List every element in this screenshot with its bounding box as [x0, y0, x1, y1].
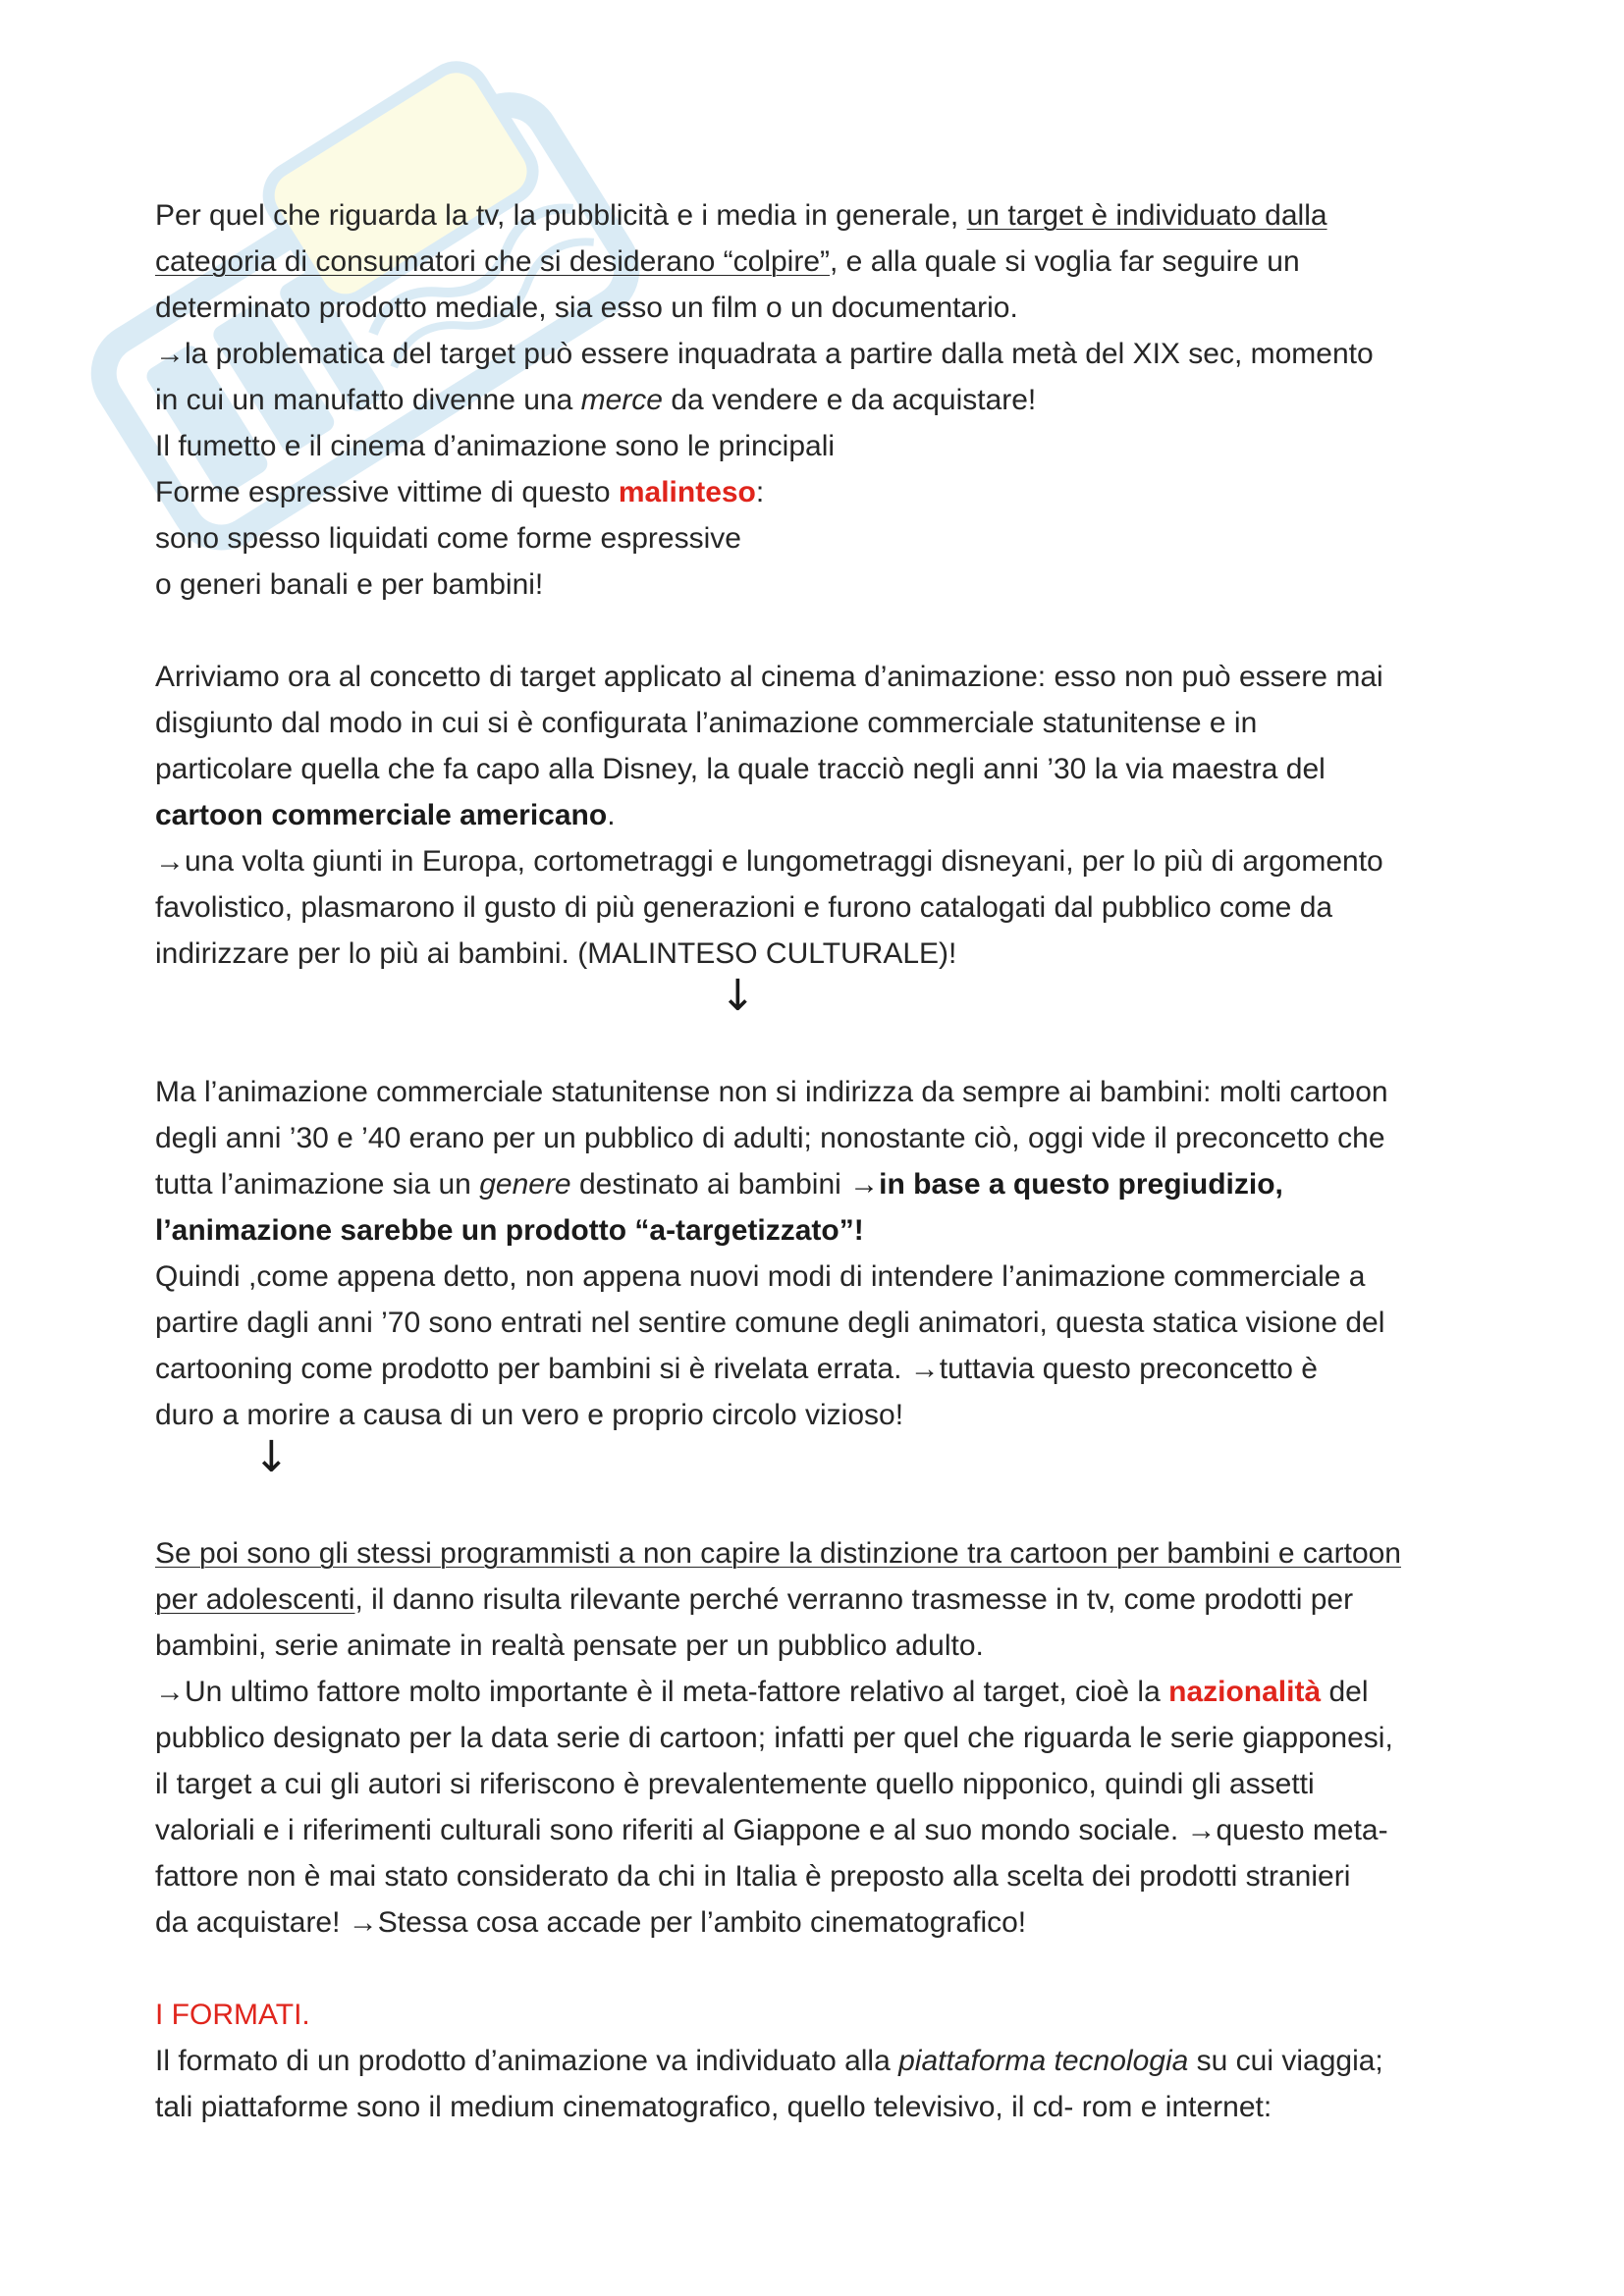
italic-text: merce [580, 384, 663, 416]
text-run: Per quel che riguarda la tv, la pubblicità e i media in generale, [155, 199, 967, 232]
p2-line-2: disgiunto dal modo in cui si è configurata l’animazione commerciale statunitense e in [155, 707, 1258, 739]
p4-line-7: valoriali e i riferimenti culturali sono riferiti al Giappone e al suo mondo sociale. →questo meta- [155, 1814, 1388, 1846]
p3-line-2: degli anni ’30 e ’40 erano per un pubblico di adulti; nonostante ciò, oggi vide il preconcetto che [155, 1122, 1385, 1154]
p2-line-4 [155, 792, 1490, 838]
p3-line-3 [155, 1161, 1490, 1207]
p1-line-5 [155, 377, 1490, 423]
p4-line-4 [155, 1669, 1490, 1715]
p4-line-8: fattore non è mai stato considerato da chi in Italia è preposto alla scelta dei prodotti stranieri [155, 1860, 1351, 1893]
p2-line-5: →una volta giunti in Europa, cortometraggi e lungometraggi disneyani, per lo più di argomento [155, 845, 1383, 878]
down-arrow-icon: ↓ [720, 971, 756, 1021]
spacer [155, 1484, 1490, 1530]
p5-line-1 [155, 2038, 1490, 2084]
spacer [155, 1946, 1490, 1992]
p5-line-2: tali piattaforme sono il medium cinematografico, quello televisivo, il cd- rom e internet: [155, 2091, 1272, 2123]
p4-line-5: pubblico designato per la data serie di cartoon; infatti per quel che riguarda le serie giapponesi, [155, 1722, 1393, 1754]
p3-line-5: Quindi ,come appena detto, non appena nuovi modi di intendere l’animazione commerciale a [155, 1260, 1366, 1293]
p3-line-8: duro a morire a causa di un vero e proprio circolo vizioso! [155, 1399, 904, 1431]
p1-line-4: →la problematica del target può essere inquadrata a partire dalla metà del XIX sec, momento [155, 338, 1374, 370]
p1-line-2 [155, 239, 1490, 285]
p1-line-8: sono spesso liquidati come forme espressive [155, 522, 741, 555]
italic-text: genere [479, 1168, 571, 1201]
arrow-row-2 [155, 1432, 1490, 1484]
document-page [155, 192, 1490, 2130]
highlight-red-text: nazionalità [1168, 1676, 1322, 1708]
bold-text: →in base a questo pregiudizio, [849, 1168, 1283, 1201]
text-run: Il formato di un prodotto d’animazione va individuato alla [155, 2045, 899, 2077]
text-run: tutta l’animazione sia un [155, 1168, 480, 1201]
down-arrow-icon: ↓ [253, 1432, 290, 1482]
bold-text: cartoon commerciale americano [155, 799, 608, 831]
p1-line-3: determinato prodotto mediale, sia esso un film o un documentario. [155, 292, 1018, 324]
p3-line-4: l’animazione sarebbe un prodotto “a-targetizzato”! [155, 1214, 864, 1247]
p4-line-2 [155, 1576, 1490, 1623]
p2-line-7: indirizzare per lo più ai bambini. (MALINTESO CULTURALE)! [155, 937, 957, 970]
p2-line-6: favolistico, plasmarono il gusto di più generazioni e furono catalogati dal pubblico come da [155, 891, 1333, 924]
text-run: , e alla quale si voglia far seguire un [830, 245, 1300, 278]
text-run: destinato ai bambini [570, 1168, 850, 1201]
text-run: da vendere e da acquistare! [663, 384, 1037, 416]
p2-line-1: Arriviamo ora al concetto di target applicato al cinema d’animazione: esso non può essere mai [155, 661, 1383, 693]
highlight-red-text: malinteso [618, 476, 756, 508]
p3-line-6: partire dagli anni ’70 sono entrati nel sentire comune degli animatori, questa statica visione del [155, 1307, 1385, 1339]
p4-line-9: da acquistare! →Stessa cosa accade per l’ambito cinematografico! [155, 1906, 1027, 1939]
text-run: , il danno risulta rilevante perché verranno trasmesse in tv, come prodotti per [354, 1583, 1354, 1616]
text-run: . [607, 799, 616, 831]
section-heading: I FORMATI. [155, 1999, 310, 2031]
p4-line-3: bambini, serie animate in realtà pensate per un pubblico adulto. [155, 1629, 984, 1662]
p1-line-7 [155, 469, 1490, 515]
p1-line-1 [155, 192, 1490, 239]
spacer [155, 608, 1490, 654]
underlined-text: per adolescenti [155, 1583, 355, 1616]
text-run: Forme espressive vittime di questo [155, 476, 619, 508]
text-run: →Un ultimo fattore molto importante è il meta-fattore relativo al target, cioè la [155, 1676, 1169, 1708]
arrow-row-1 [155, 971, 1490, 1023]
p1-line-6: Il fumetto e il cinema d’animazione sono le principali [155, 430, 836, 462]
p3-line-1: Ma l’animazione commerciale statunitense non si indirizza da sempre ai bambini: molti cartoon [155, 1076, 1388, 1108]
text-run: su cui viaggia; [1188, 2045, 1383, 2077]
italic-text: piattaforma tecnologia [898, 2045, 1189, 2077]
underlined-text: un target è individuato dalla [966, 199, 1327, 232]
spacer [155, 1023, 1490, 1069]
text-run: del [1321, 1676, 1369, 1708]
p2-line-3: particolare quella che fa capo alla Disney, la quale tracciò negli anni ’30 la via maestra del [155, 753, 1326, 785]
p4-line-1: Se poi sono gli stessi programmisti a non capire la distinzione tra cartoon per bambini e cartoon [155, 1537, 1401, 1570]
p1-line-9: o generi banali e per bambini! [155, 568, 544, 601]
p4-line-6: il target a cui gli autori si riferiscono è prevalentemente quello nipponico, quindi gli assetti [155, 1768, 1315, 1800]
underlined-text: categoria di consumatori che si desiderano “colpire” [155, 245, 831, 278]
text-run: : [755, 476, 765, 508]
text-run: in cui un manufatto divenne una [155, 384, 581, 416]
p3-line-7: cartooning come prodotto per bambini si è rivelata errata. →tuttavia questo preconcetto è [155, 1353, 1318, 1385]
